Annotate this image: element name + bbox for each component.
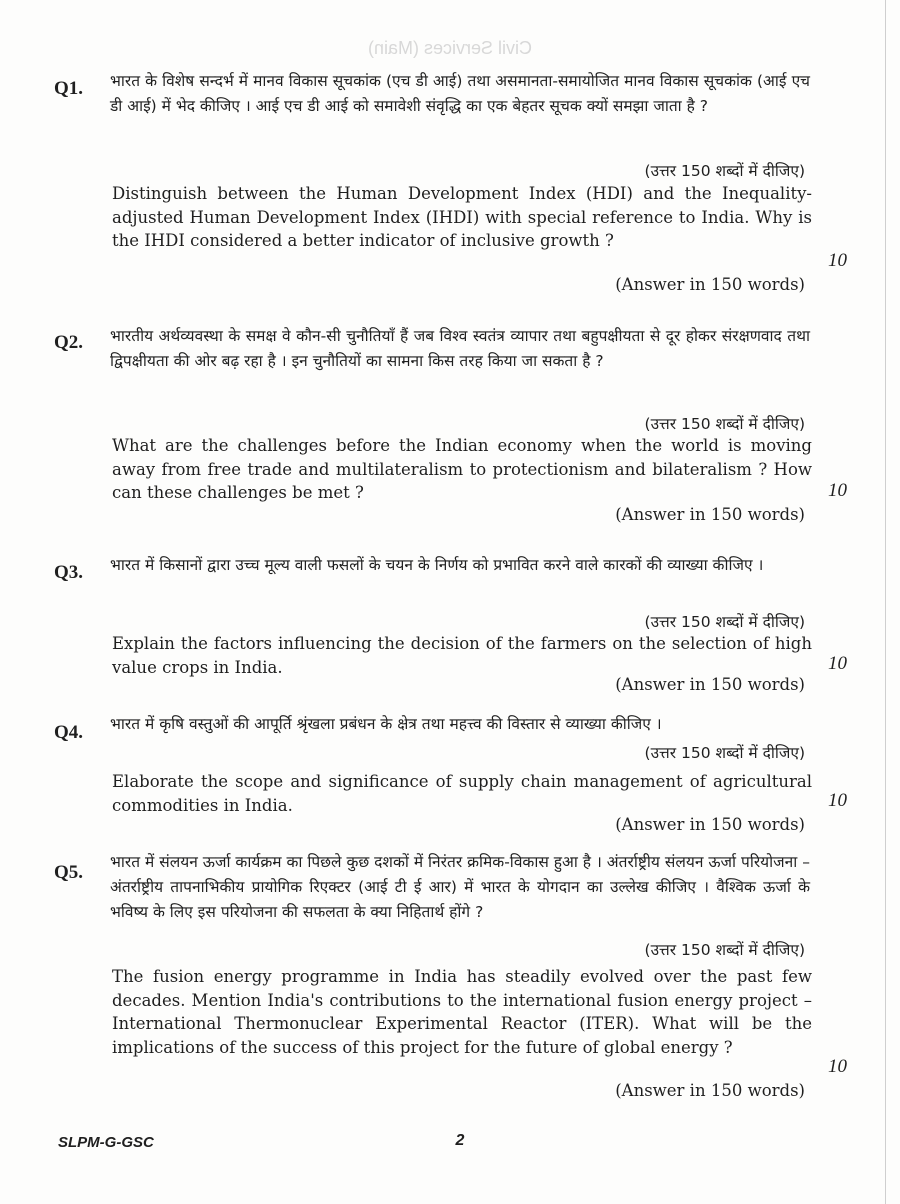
page-edge-line [885,0,886,1204]
word-limit-hindi: (उत्तर 150 शब्दों में दीजिए) [644,613,805,631]
word-limit-hindi: (उत्तर 150 शब्दों में दीजिए) [644,941,805,959]
word-limit-hindi: (उत्तर 150 शब्दों में दीजिए) [644,162,805,180]
question-marks: 10 [828,480,847,501]
question-text-english: What are the challenges before the Indian economy when the world is moving away from free trade and multilateralism to protectionism and bilateralism ? How can these challenges be met ? [112,436,812,502]
question-text-hindi: भारत में किसानों द्वारा उच्च मूल्य वाली फसलों के चयन के निर्णय को प्रभावित करने वाले कारकों की व्याख्या कीजिए । [110,556,764,574]
question-marks: 10 [828,790,847,811]
word-limit-english: (Answer in 150 words) [615,815,805,834]
question-text-english: Distinguish between the Human Development Index (HDI) and the Inequality-adjusted Human Development Index (IHDI) with special reference to India. Why is the IHDI considered a better indicator of inclusive growth ? [112,184,812,250]
question-number: Q5. [54,862,84,883]
word-limit-hindi: (उत्तर 150 शब्दों में दीजिए) [644,744,805,762]
question-marks: 10 [828,1056,847,1077]
word-limit-english: (Answer in 150 words) [615,1081,805,1100]
page-number: 2 [455,1132,465,1149]
word-limit-english: (Answer in 150 words) [615,505,805,524]
question-number: Q3. [54,562,84,583]
question-number: Q4. [54,722,84,743]
question-text-english: Elaborate the scope and significance of supply chain management of agricultural commodities in India. [112,772,812,815]
question-text-hindi: भारत में कृषि वस्तुओं की आपूर्ति श्रृंखला प्रबंधन के क्षेत्र तथा महत्त्व की विस्तार से व्याख्या कीजिए । [110,715,662,733]
question-number: Q1. [54,78,84,99]
question-marks: 10 [828,250,847,271]
word-limit-english: (Answer in 150 words) [615,675,805,694]
question-marks: 10 [828,653,847,674]
question-text-hindi: भारत में संलयन ऊर्जा कार्यक्रम का पिछले कुछ दशकों में निरंतर क्रमिक-विकास हुआ है । अंतर्राष्ट्रीय संलयन ऊर्जा परियोजना – अंतर्राष्ट्रीय तापनाभिकीय प्रायोगिक रिएक्टर (आई टी ई आर) में भारत के योगदान का उल्लेख कीजिए । वैश्विक ऊर्जा के भविष्य के लिए इस परियोजना की सफलता के क्या निहितार्थ होंगे ? [110,853,810,921]
question-number: Q2. [54,332,84,353]
paper-code: SLPM-G-GSC [58,1134,154,1151]
word-limit-hindi: (उत्तर 150 शब्दों में दीजिए) [644,415,805,433]
question-text-hindi: भारतीय अर्थव्यवस्था के समक्ष वे कौन-सी चुनौतियाँ हैं जब विश्व स्वतंत्र व्यापार तथा बहुपक्षीयता से दूर होकर संरक्षणवाद तथा द्विपक्षीयता की ओर बढ़ रहा है । इन चुनौतियों का सामना किस तरह किया जा सकता है ? [110,327,810,370]
question-text-english: The fusion energy programme in India has steadily evolved over the past few decades. Mention India's contributions to the international fusion energy project – International Thermonuclear Experimental Reactor (ITER). What will be the implications of the success of this project for the future of global energy ? [112,967,812,1057]
header-show-through: Civil Services (Main) [367,38,533,58]
question-text-hindi: भारत के विशेष सन्दर्भ में मानव विकास सूचकांक (एच डी आई) तथा असमानता-समायोजित मानव विकास सूचकांक (आई एच डी आई) में भेद कीजिए । आई एच डी आई को समावेशी संवृद्धि का एक बेहतर सूचक क्यों समझा जाता है ? [110,72,810,115]
question-text-english: Explain the factors influencing the decision of the farmers on the selection of high value crops in India. [112,634,812,677]
word-limit-english: (Answer in 150 words) [615,275,805,294]
